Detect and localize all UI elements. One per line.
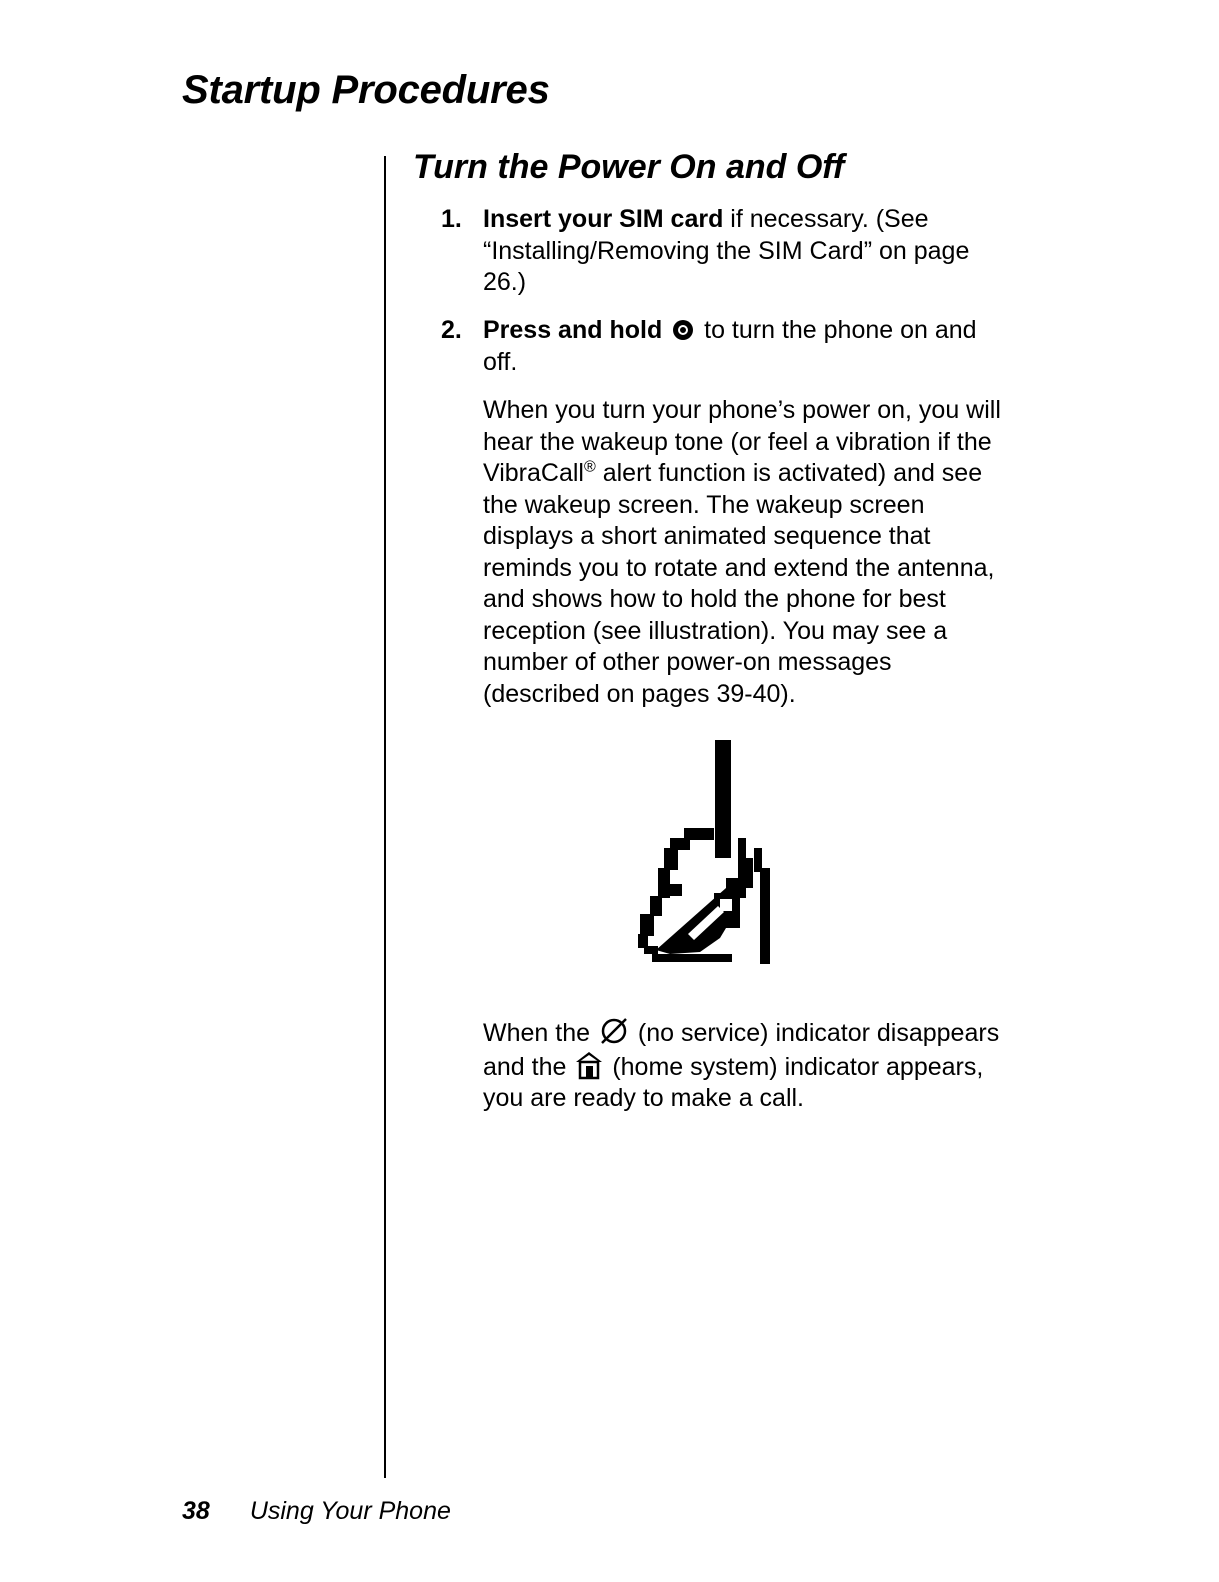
step-bold-text: Insert your SIM card — [483, 205, 724, 233]
no-service-icon — [599, 1016, 629, 1046]
paragraph-text: (home system) indicator appears, you are ready to make a call. — [483, 1052, 984, 1112]
step-text — [483, 204, 1001, 299]
paragraph-text: alert function is activated) and see the wakeup screen. The wakeup screen displays a short animated sequence that reminds you to rotate and extend the antenna, and shows how to hold the phone for best reception (see illustration). You may see a number of other power-on messages (described on pages 39-40). — [483, 459, 995, 708]
power-button-icon — [673, 320, 693, 340]
step-text — [483, 315, 1001, 378]
page-title: Startup Procedures — [182, 68, 550, 112]
paragraph-text: (no service) indicator disappears and the — [483, 1019, 1000, 1081]
paragraph-text: When you turn your phone’s power on, you will hear the wakeup tone (or feel a vibration if the VibraCall — [483, 396, 1001, 487]
page-number: 38 — [182, 1497, 210, 1525]
wakeup-paragraph — [483, 395, 1003, 710]
step-rest-text: if necessary. (See “Installing/Removing the SIM Card” on page 26.) — [483, 205, 970, 296]
paragraph-text: When the — [483, 1019, 591, 1047]
home-system-icon — [575, 1050, 603, 1080]
step-2 — [441, 315, 1001, 378]
registered-mark: ® — [583, 458, 596, 476]
step-1 — [441, 204, 1001, 299]
page-footer — [182, 1497, 451, 1526]
vertical-rule — [384, 156, 386, 1478]
step-bold-text: Press and hold — [483, 316, 663, 344]
service-paragraph — [483, 1016, 1003, 1115]
hand-holding-phone-icon — [630, 738, 780, 968]
step-number: 1. — [441, 205, 462, 233]
section-title: Turn the Power On and Off — [413, 148, 845, 186]
chapter-name: Using Your Phone — [249, 1497, 451, 1525]
step-number: 2. — [441, 316, 462, 344]
step-rest-text: to turn the phone on and off. — [483, 316, 977, 376]
